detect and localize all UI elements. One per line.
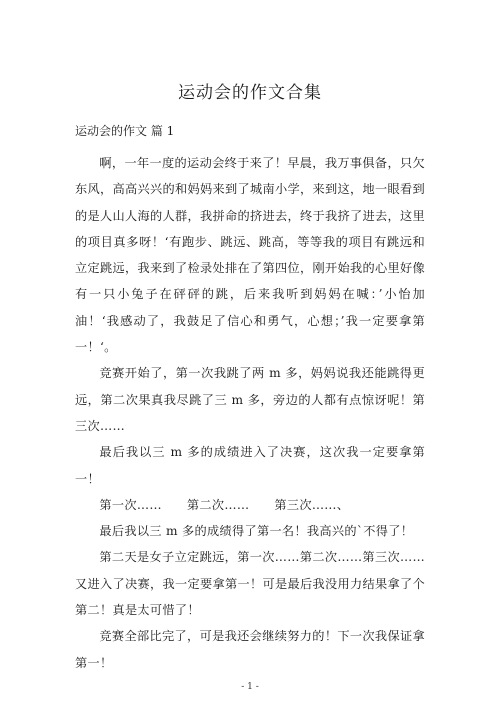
document-title: 运动会的作文合集 xyxy=(178,83,322,103)
paragraph-5: 最后我以三 m 多的成绩得了第一名！我高兴的`不得了！ xyxy=(99,524,414,539)
paragraph-7: 竞赛全部比完了，可是我还会继续努力的！下一次我保证拿第一！ xyxy=(75,629,425,670)
paragraph-6: 第二天是女子立定跳远，第一次……第二次……第三次……又进入了决赛，我一定要拿第一！可是最后我没用力结果拿了个第二！真是太可惜了！ xyxy=(75,550,425,618)
paragraph-1: 啊，一年一度的运动会终于来了！早晨，我万事俱备，只欠东风，高高兴兴的和妈妈来到了城南小学，来到这，地一眼看到的是人山人海的人群，我拼命的挤进去，终于我挤了进去，这里的项目真多呀！‘有跑步、跳远、跳高，等等我的项目有跳远和立定跳远，我来到了检录处排在了第四位，刚开始我的心里好像有一只小兔子在砰砰的跳，后来我听到妈妈在喊：’小怡加油！‘我感动了，我鼓足了信心和勇气，心想；’我一定要拿第一！‘。 xyxy=(75,156,425,355)
paragraph-2: 竞赛开始了，第一次我跳了两 m 多，妈妈说我还能跳得更远，第二次果真我尽跳了三 m 多，旁边的人都有点惊讶呢！第三次…… xyxy=(75,366,425,433)
article-body xyxy=(75,150,425,676)
page-number: - 1 - xyxy=(241,682,259,692)
paragraph-4: 第一次…… 第二次…… 第三次……、 xyxy=(99,497,350,512)
section-heading: 运动会的作文 篇 1 xyxy=(75,124,175,138)
paragraph-3: 最后我以三 m 多的成绩进入了决赛，这次我一定要拿第一！ xyxy=(75,445,425,486)
